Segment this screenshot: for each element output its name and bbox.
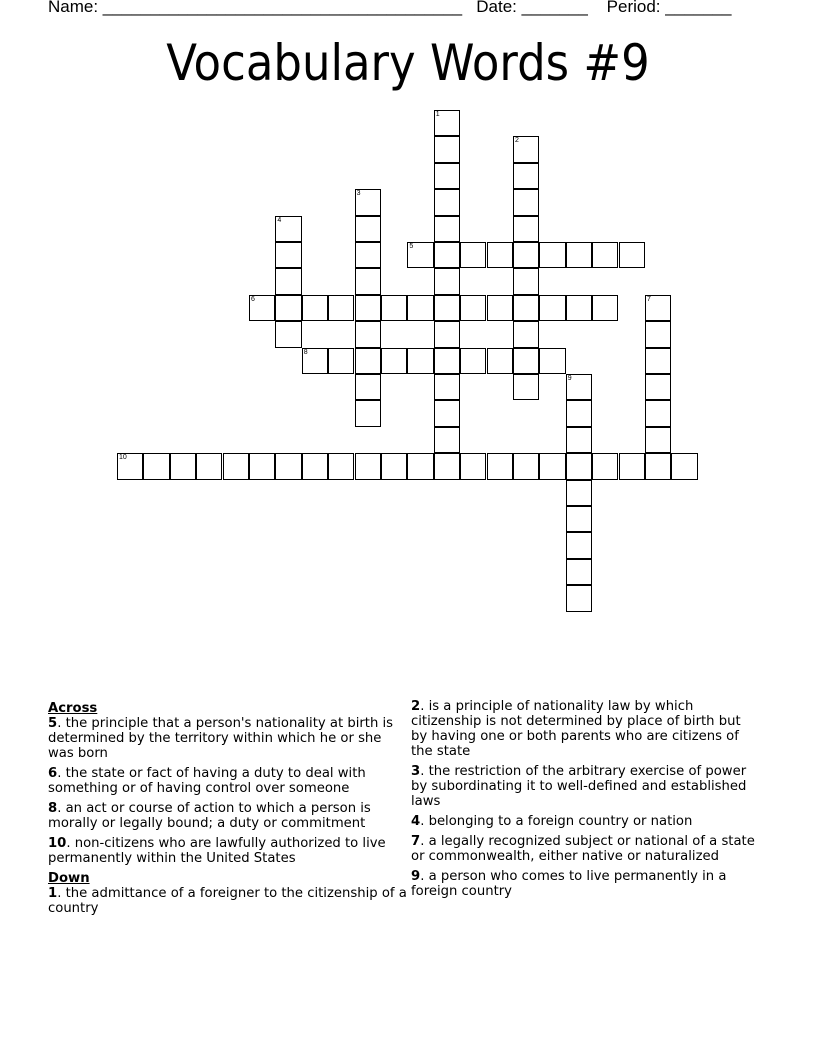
grid-cell[interactable] bbox=[513, 189, 539, 215]
clue-number-label: 10 bbox=[119, 454, 127, 462]
grid-cell[interactable] bbox=[275, 242, 301, 268]
grid-cell[interactable] bbox=[566, 506, 592, 532]
grid-cell[interactable] bbox=[592, 295, 618, 321]
clue-down-7 bbox=[411, 834, 756, 864]
grid-cell[interactable] bbox=[275, 321, 301, 347]
grid-cell[interactable] bbox=[460, 453, 486, 479]
grid-cell[interactable] bbox=[566, 427, 592, 453]
grid-cell[interactable] bbox=[487, 295, 513, 321]
grid-cell[interactable] bbox=[381, 453, 407, 479]
grid-cell[interactable] bbox=[434, 163, 460, 189]
grid-cell[interactable] bbox=[143, 453, 169, 479]
clue-text: . a legally recognized subject or national of a state or commonwealth, either native or naturalized bbox=[411, 834, 755, 864]
grid-cell[interactable] bbox=[249, 453, 275, 479]
clue-text: . the admittance of a foreigner to the citizenship of a country bbox=[48, 886, 407, 916]
clue-text: . an act or course of action to which a person is morally or legally bound; a duty or commitment bbox=[48, 801, 371, 831]
clue-text: . non-citizens who are lawfully authorized to live permanently within the United States bbox=[48, 836, 386, 866]
clue-number-label: 9 bbox=[567, 375, 572, 382]
grid-cell[interactable] bbox=[592, 453, 618, 479]
clue-number-label: 8 bbox=[303, 348, 308, 356]
grid-cell[interactable] bbox=[407, 348, 433, 374]
grid-cell[interactable] bbox=[566, 242, 592, 268]
grid-cell[interactable] bbox=[460, 295, 486, 321]
clue-across-8 bbox=[48, 801, 408, 831]
grid-cell[interactable] bbox=[434, 242, 460, 268]
grid-cell[interactable] bbox=[355, 321, 381, 347]
clue-text: . is a principle of nationality law by which citizenship is not determined by place of birth but by having one or both parents who are citizens of the state bbox=[411, 699, 741, 759]
grid-cell[interactable] bbox=[434, 427, 460, 453]
grid-cell[interactable] bbox=[645, 374, 671, 400]
clue-number-label: 2 bbox=[515, 137, 519, 145]
grid-cell[interactable] bbox=[223, 453, 249, 479]
grid-cell[interactable] bbox=[407, 453, 433, 479]
grid-cell[interactable] bbox=[275, 216, 301, 242]
clue-number: 1 bbox=[48, 886, 58, 901]
grid-cell[interactable] bbox=[407, 242, 433, 268]
grid-cell[interactable] bbox=[539, 453, 565, 479]
grid-cell[interactable] bbox=[328, 295, 354, 321]
grid-cell[interactable] bbox=[566, 480, 592, 506]
grid-cell[interactable] bbox=[355, 400, 381, 426]
grid-cell[interactable] bbox=[513, 216, 539, 242]
grid-cell[interactable] bbox=[645, 400, 671, 426]
grid-cell[interactable] bbox=[619, 453, 645, 479]
grid-cell[interactable] bbox=[355, 242, 381, 268]
clue-number: 5 bbox=[48, 716, 58, 731]
clue-number: 3 bbox=[411, 764, 421, 779]
grid-cell[interactable] bbox=[275, 268, 301, 294]
grid-cell[interactable] bbox=[566, 532, 592, 558]
grid-cell[interactable] bbox=[671, 453, 697, 479]
grid-cell[interactable] bbox=[513, 348, 539, 374]
grid-cell[interactable] bbox=[566, 374, 592, 400]
grid-cell[interactable] bbox=[513, 321, 539, 347]
grid-cell[interactable] bbox=[302, 295, 328, 321]
grid-cell[interactable] bbox=[434, 216, 460, 242]
name-date-period-line: Name: ______________________________________ Date: _______ Period: _______ bbox=[48, 0, 732, 16]
grid-cell[interactable] bbox=[513, 453, 539, 479]
grid-cell[interactable] bbox=[645, 321, 671, 347]
grid-cell[interactable] bbox=[328, 453, 354, 479]
grid-cell[interactable] bbox=[434, 348, 460, 374]
grid-cell[interactable] bbox=[513, 242, 539, 268]
grid-cell[interactable] bbox=[566, 295, 592, 321]
grid-cell[interactable] bbox=[513, 136, 539, 162]
clue-down-3 bbox=[411, 764, 756, 809]
clue-number-label: 6 bbox=[251, 295, 255, 303]
down-heading: Down bbox=[48, 871, 90, 886]
grid-cell[interactable] bbox=[513, 295, 539, 321]
grid-cell[interactable] bbox=[355, 216, 381, 242]
grid-cell[interactable] bbox=[434, 321, 460, 347]
grid-cell[interactable] bbox=[645, 453, 671, 479]
grid-cell[interactable] bbox=[381, 295, 407, 321]
clues-column-right bbox=[411, 699, 756, 904]
grid-cell[interactable] bbox=[196, 453, 222, 479]
clue-number: 8 bbox=[48, 801, 58, 816]
grid-cell[interactable] bbox=[513, 163, 539, 189]
clue-across-10 bbox=[48, 836, 408, 866]
grid-cell[interactable] bbox=[434, 400, 460, 426]
grid-cell[interactable] bbox=[592, 242, 618, 268]
grid-cell[interactable] bbox=[355, 374, 381, 400]
grid-cell[interactable] bbox=[487, 242, 513, 268]
grid-cell[interactable] bbox=[513, 268, 539, 294]
grid-cell[interactable] bbox=[434, 453, 460, 479]
clue-number: 2 bbox=[411, 699, 421, 714]
clue-number: 7 bbox=[411, 834, 421, 849]
clue-text: . the principle that a person's nationality at birth is determined by the territory within which he or she was born bbox=[48, 716, 394, 761]
grid-cell[interactable] bbox=[566, 453, 592, 479]
clue-number: 6 bbox=[48, 766, 58, 781]
grid-cell[interactable] bbox=[434, 295, 460, 321]
clue-text: . the state or fact of having a duty to deal with something or of having control over someone bbox=[48, 766, 366, 796]
clues-column-left bbox=[48, 699, 408, 921]
grid-cell[interactable] bbox=[355, 348, 381, 374]
clue-number-label: 1 bbox=[435, 111, 440, 118]
grid-cell[interactable] bbox=[645, 348, 671, 374]
grid-cell[interactable] bbox=[539, 348, 565, 374]
grid-cell[interactable] bbox=[460, 242, 486, 268]
grid-cell[interactable] bbox=[434, 374, 460, 400]
clue-number-label: 7 bbox=[647, 295, 651, 303]
grid-cell[interactable] bbox=[434, 136, 460, 162]
clue-text: . the restriction of the arbitrary exercise of power by subordinating it to well-defined and established laws bbox=[411, 764, 747, 809]
clue-text: . a person who comes to live permanently in a foreign country bbox=[411, 869, 727, 899]
grid-cell[interactable] bbox=[275, 453, 301, 479]
grid-cell[interactable] bbox=[355, 268, 381, 294]
grid-cell[interactable] bbox=[619, 242, 645, 268]
grid-cell[interactable] bbox=[117, 453, 143, 479]
grid-cell[interactable] bbox=[645, 295, 671, 321]
grid-cell[interactable] bbox=[355, 189, 381, 215]
clue-number-label: 4 bbox=[277, 216, 282, 224]
grid-cell[interactable] bbox=[381, 348, 407, 374]
grid-cell[interactable] bbox=[460, 348, 486, 374]
grid-cell[interactable] bbox=[328, 348, 354, 374]
clue-number: 4 bbox=[411, 814, 421, 829]
across-heading: Across bbox=[48, 701, 98, 716]
clue-across-5 bbox=[48, 716, 408, 761]
grid-cell[interactable] bbox=[487, 453, 513, 479]
grid-cell[interactable] bbox=[355, 295, 381, 321]
clue-down-2 bbox=[411, 699, 756, 759]
grid-cell[interactable] bbox=[355, 453, 381, 479]
clue-across-6 bbox=[48, 766, 408, 796]
grid-cell[interactable] bbox=[539, 242, 565, 268]
grid-cell[interactable] bbox=[249, 295, 275, 321]
clue-text: . belonging to a foreign country or nation bbox=[420, 814, 693, 829]
grid-cell[interactable] bbox=[434, 189, 460, 215]
grid-cell[interactable] bbox=[566, 400, 592, 426]
clue-number: 10 bbox=[48, 836, 67, 851]
grid-cell[interactable] bbox=[434, 110, 460, 136]
grid-cell[interactable] bbox=[645, 427, 671, 453]
clue-down-1 bbox=[48, 886, 408, 916]
grid-cell[interactable] bbox=[170, 453, 196, 479]
grid-cell[interactable] bbox=[487, 348, 513, 374]
grid-cell[interactable] bbox=[513, 374, 539, 400]
grid-cell[interactable] bbox=[302, 453, 328, 479]
grid-cell[interactable] bbox=[407, 295, 433, 321]
grid-cell[interactable] bbox=[275, 295, 301, 321]
grid-cell[interactable] bbox=[566, 585, 592, 611]
clue-number-label: 5 bbox=[409, 243, 414, 250]
clue-number-label: 3 bbox=[356, 190, 361, 198]
grid-cell[interactable] bbox=[539, 295, 565, 321]
grid-cell[interactable] bbox=[566, 559, 592, 585]
grid-cell[interactable] bbox=[434, 268, 460, 294]
clue-number: 9 bbox=[411, 869, 421, 884]
grid-cell[interactable] bbox=[302, 348, 328, 374]
clue-down-9 bbox=[411, 869, 756, 899]
clue-down-4 bbox=[411, 814, 756, 829]
page-title: Vocabulary Words #9 bbox=[166, 34, 650, 92]
